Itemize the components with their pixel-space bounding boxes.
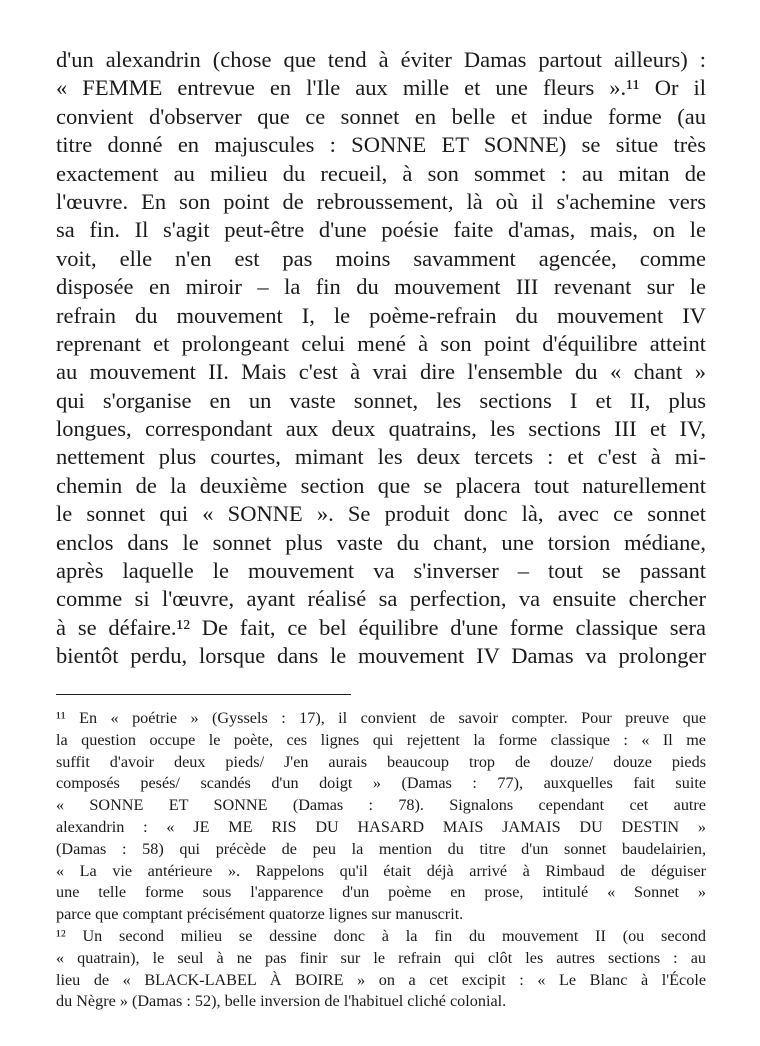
footnote-line-2: la question occupe le poète, ces lignes qui rejettent la forme classique : « Il me bbox=[56, 730, 706, 749]
footnote-separator bbox=[56, 694, 351, 695]
footnote-line-10: parce que comptant précisément quatorze lignes sur manuscrit. bbox=[56, 905, 464, 924]
footnote-line-4: composés pesés/ scandés d'un doigt » (Damas : 77), auxquelles fait suite bbox=[56, 774, 706, 793]
body-line-18: enclos dans le sonnet plus vaste du chant, une torsion médiane, bbox=[56, 529, 706, 555]
footnote-line-12: « quatrain), le seul à ne pas finir sur le refrain qui clôt les autres sections : au bbox=[56, 948, 706, 967]
body-line-22: bientôt perdu, lorsque dans le mouvement IV Damas va prolonger bbox=[56, 643, 706, 669]
body-line-16: chemin de la deuxième section que se placera tout naturellement bbox=[56, 472, 706, 498]
footnote-line-13: lieu de « BLACK-LABEL À BOIRE » on a cet excipit : « Le Blanc à l'École bbox=[56, 970, 706, 989]
body-line-10: refrain du mouvement I, le poème-refrain du mouvement IV bbox=[56, 302, 706, 328]
footnote-line-1: ¹¹ En « poétrie » (Gyssels : 17), il convient de savoir compter. Pour preuve que bbox=[56, 709, 706, 727]
body-line-13: qui s'organise en un vaste sonnet, les sections I et II, plus bbox=[56, 387, 706, 413]
footnote-line-8: « La vie antérieure ». Rappelons qu'il était déjà arrivé à Rimbaud de déguiser bbox=[56, 861, 706, 880]
body-text bbox=[56, 46, 706, 671]
footnote-line-6: alexandrin : « JE ME RIS DU HASARD MAIS JAMAIS DU DESTIN » bbox=[56, 817, 706, 836]
body-line-3: convient d'observer que ce sonnet en belle et indue forme (au bbox=[56, 103, 706, 129]
body-line-7: sa fin. Il s'agit peut-être d'une poésie faite d'amas, mais, on le bbox=[56, 217, 706, 243]
footnote-line-5: « SONNE ET SONNE (Damas : 78). Signalons cependant cet autre bbox=[56, 796, 706, 815]
body-line-6: l'œuvre. En son point de rebroussement, là où il s'achemine vers bbox=[56, 188, 706, 214]
body-line-4: titre donné en majuscules : SONNE ET SONNE) se situe très bbox=[56, 132, 706, 158]
body-line-2: « FEMME entrevue en l'Ile aux mille et une fleurs ».¹¹ Or il bbox=[56, 75, 706, 101]
body-line-15: nettement plus courtes, mimant les deux tercets : et c'est à mi- bbox=[56, 444, 706, 470]
body-line-19: après laquelle le mouvement va s'inverser – tout se passant bbox=[56, 558, 706, 584]
body-line-5: exactement au milieu du recueil, à son sommet : au mitan de bbox=[56, 160, 706, 186]
footnotes bbox=[56, 708, 706, 1013]
body-line-9: disposée en miroir – la fin du mouvement III revenant sur le bbox=[56, 274, 706, 300]
footnote-line-14: du Nègre » (Damas : 52), belle inversion de l'habituel cliché colonial. bbox=[56, 992, 507, 1011]
footnote-line-11: ¹² Un second milieu se dessine donc à la fin du mouvement II (ou second bbox=[56, 926, 706, 945]
body-line-1: d'un alexandrin (chose que tend à éviter Damas partout ailleurs) : bbox=[56, 47, 706, 72]
body-line-12: au mouvement II. Mais c'est à vrai dire l'ensemble du « chant » bbox=[56, 359, 706, 385]
body-line-11: reprenant et prolongeant celui mené à son point d'équilibre atteint bbox=[56, 330, 706, 356]
footnote-line-3: suffit d'avoir deux pieds/ J'en aurais beaucoup trop de douze/ douze pieds bbox=[56, 752, 706, 771]
body-line-8: voit, elle n'en est pas moins savamment agencée, comme bbox=[56, 245, 706, 271]
body-line-14: longues, correspondant aux deux quatrains, les sections III et IV, bbox=[56, 416, 706, 442]
body-line-20: comme si l'œuvre, ayant réalisé sa perfection, va ensuite chercher bbox=[56, 586, 706, 612]
footnote-line-7: (Damas : 58) qui précède de peu la mention du titre d'un sonnet baudelairien, bbox=[56, 839, 706, 858]
body-line-21: à se défaire.¹² De fait, ce bel équilibre d'une forme classique sera bbox=[56, 614, 706, 640]
footnote-line-9: une telle forme sous l'apparence d'un poème en prose, intitulé « Sonnet » bbox=[56, 883, 706, 902]
body-line-17: le sonnet qui « SONNE ». Se produit donc là, avec ce sonnet bbox=[56, 501, 706, 527]
